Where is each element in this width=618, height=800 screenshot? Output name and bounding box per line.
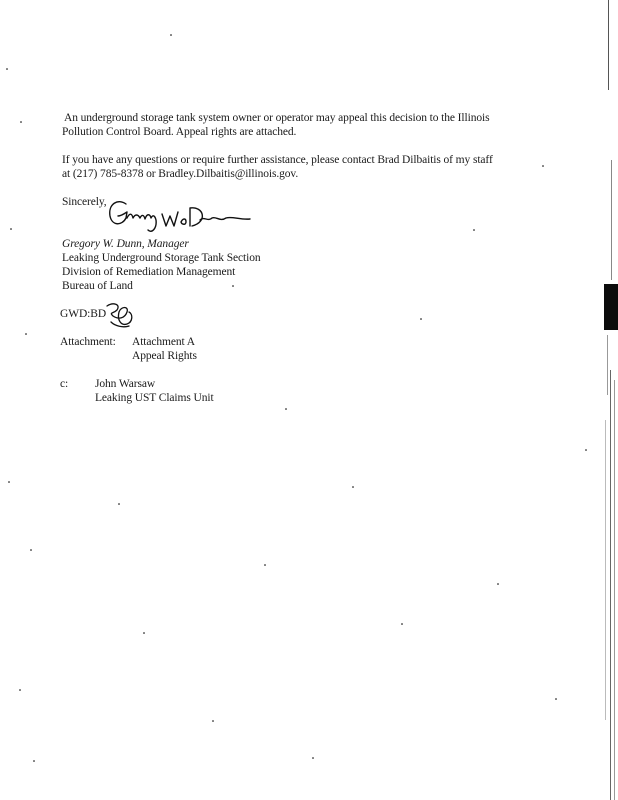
scan-edge-line — [607, 335, 608, 395]
scan-edge-line — [605, 420, 606, 720]
scan-speck — [19, 689, 21, 691]
scan-speck — [6, 68, 8, 70]
closing-salutation: Sincerely, — [62, 196, 107, 208]
scan-edge-bar — [604, 284, 618, 330]
attachment-item-1: Attachment A — [132, 336, 195, 348]
scan-speck — [170, 34, 172, 36]
scan-speck — [352, 486, 354, 488]
scan-speck — [8, 481, 10, 483]
scan-speck — [285, 408, 287, 410]
scan-speck — [33, 760, 35, 762]
scan-speck — [312, 757, 314, 759]
scan-speck — [542, 165, 544, 167]
scan-speck — [585, 449, 587, 451]
contact-paragraph-line-1: If you have any questions or require further assistance, please contact Brad Dilbaitis of my staff — [62, 154, 493, 166]
scan-speck — [264, 564, 266, 566]
scan-speck — [10, 228, 12, 230]
scan-speck — [401, 623, 403, 625]
cc-label: c: — [60, 378, 69, 390]
scan-speck — [20, 121, 22, 123]
appeal-paragraph-line-1: An underground storage tank system owner or operator may appeal this decision to the Illinois — [64, 112, 490, 124]
scan-edge-line — [614, 380, 615, 800]
scan-speck — [25, 333, 27, 335]
scan-speck — [212, 720, 214, 722]
scan-speck — [232, 285, 234, 287]
scan-speck — [143, 632, 145, 634]
scan-edge-line — [610, 370, 611, 800]
scan-speck — [118, 503, 120, 505]
scan-speck — [473, 229, 475, 231]
cc-recipient-2: Leaking UST Claims Unit — [95, 392, 214, 404]
scan-speck — [30, 549, 32, 551]
scan-speck — [420, 318, 422, 320]
scan-edge-line — [608, 0, 609, 90]
signatory-section: Leaking Underground Storage Tank Section — [62, 252, 261, 264]
attachment-label: Attachment: — [60, 336, 116, 348]
scan-edge-line — [611, 160, 612, 280]
scan-speck — [555, 698, 557, 700]
cc-recipient-1: John Warsaw — [95, 378, 156, 390]
signatory-division: Division of Remediation Management — [62, 266, 236, 278]
handwritten-initials — [103, 300, 137, 330]
signatory-bureau: Bureau of Land — [62, 280, 133, 292]
scan-speck — [497, 583, 499, 585]
contact-paragraph-line-2: at (217) 785-8378 or Bradley.Dilbaitis@illinois.gov. — [62, 168, 299, 180]
appeal-paragraph-line-2: Pollution Control Board. Appeal rights are attached. — [62, 126, 297, 138]
attachment-item-2: Appeal Rights — [132, 350, 197, 362]
reference-initials: GWD:BD — [60, 308, 107, 320]
signatory-name: Gregory W. Dunn, Manager — [62, 238, 189, 250]
